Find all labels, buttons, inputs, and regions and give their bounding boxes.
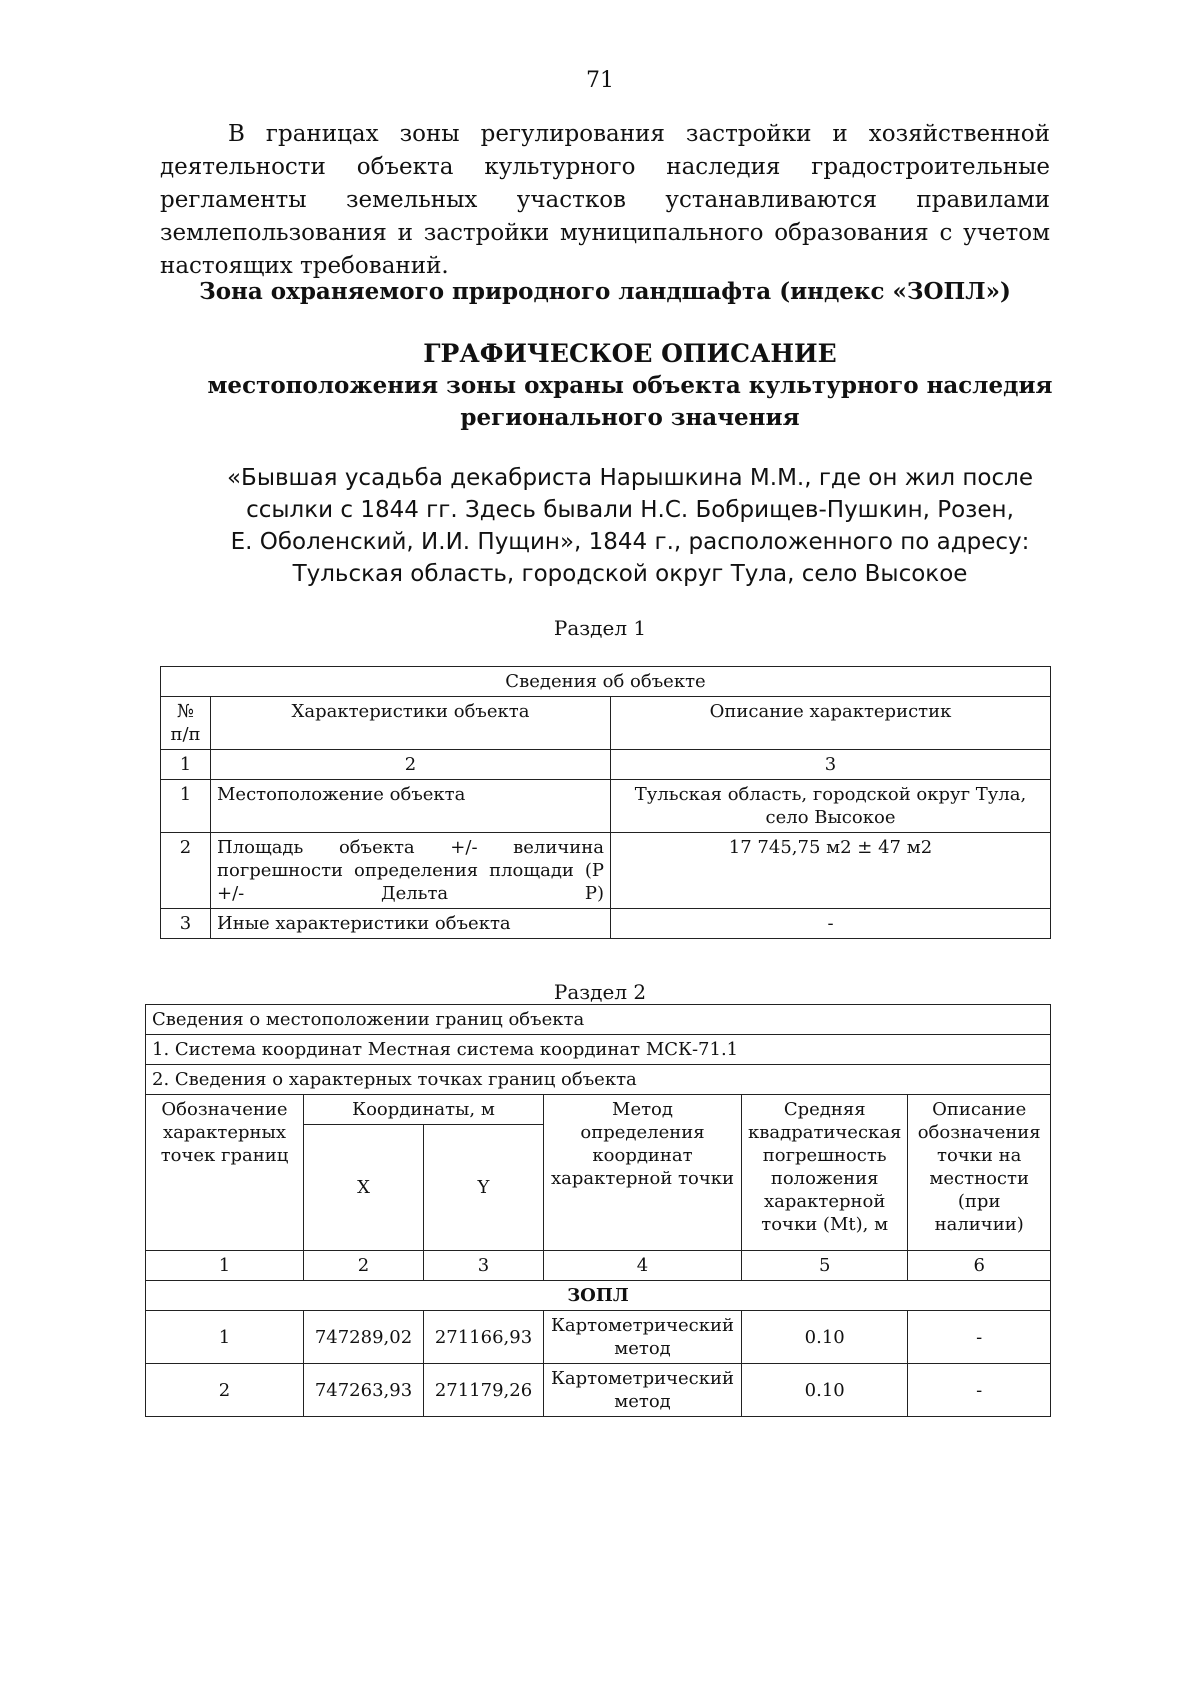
table-numbering-row xyxy=(146,1251,1051,1281)
section-1-label: Раздел 1 xyxy=(553,616,647,640)
table-numbering-row xyxy=(161,750,1051,780)
header-x: X xyxy=(304,1125,424,1251)
object-name-line-3: Е. Оболенский, И.И. Пущин», 1844 г., расположенного по адресу: xyxy=(230,529,1030,555)
object-name-line-2: ссылки с 1844 гг. Здесь бывали Н.С. Бобрищев-Пушкин, Розен, xyxy=(246,497,1014,523)
point-method: Картометрический метод xyxy=(544,1364,742,1417)
heading-line-3: регионального значения xyxy=(460,404,800,431)
boundary-points-table xyxy=(145,1004,1051,1417)
point-description: - xyxy=(908,1311,1051,1364)
numbering-cell: 2 xyxy=(304,1251,424,1281)
table-row xyxy=(161,833,1051,909)
numbering-cell: 3 xyxy=(424,1251,544,1281)
object-name-line-1: «Бывшая усадьба декабриста Нарышкина М.М., где он жил после xyxy=(226,465,1034,491)
header-designation: Обозначение характерных точек границ xyxy=(146,1095,304,1251)
row-number: 3 xyxy=(161,909,211,939)
numbering-cell: 6 xyxy=(908,1251,1051,1281)
row-name: Площадь объекта +/- величина погрешности определения площади (Р +/- Дельта Р) xyxy=(211,833,611,909)
row-description: Тульская область, городской округ Тула, село Высокое xyxy=(611,780,1051,833)
zone-row xyxy=(146,1281,1051,1311)
table-header-row xyxy=(146,1095,1051,1125)
points-caption-row xyxy=(146,1065,1051,1095)
numbering-cell: 3 xyxy=(611,750,1051,780)
coordinate-system-row xyxy=(146,1035,1051,1065)
point-x: 747263,93 xyxy=(304,1364,424,1417)
zone-label: ЗОПЛ xyxy=(146,1281,1051,1311)
table-caption-row xyxy=(146,1005,1051,1035)
numbering-cell: 2 xyxy=(211,750,611,780)
intro-paragraph: В границах зоны регулирования застройки и хозяйственной деятельности объекта культурного наследия градостроительные регламенты земельных участков устанавливаются правилами землепользования и застройки муниципального образования с учетом настоящих требований. xyxy=(160,121,1050,279)
point-error: 0.10 xyxy=(742,1364,908,1417)
zone-title: Зона охраняемого природного ландшафта (индекс «ЗОПЛ») xyxy=(199,278,1011,305)
point-description: - xyxy=(908,1364,1051,1417)
boundary-caption: Сведения о местоположении границ объекта xyxy=(146,1005,1051,1035)
header-characteristics: Характеристики объекта xyxy=(211,697,611,750)
point-y: 271166,93 xyxy=(424,1311,544,1364)
header-description: Описание характеристик xyxy=(611,697,1051,750)
header-y: Y xyxy=(424,1125,544,1251)
table-row xyxy=(146,1364,1051,1417)
table-row xyxy=(161,780,1051,833)
row-name: Местоположение объекта xyxy=(211,780,611,833)
point-x: 747289,02 xyxy=(304,1311,424,1364)
table-header-row xyxy=(161,697,1051,750)
numbering-cell: 4 xyxy=(544,1251,742,1281)
heading-line-2: местоположения зоны охраны объекта культурного наследия xyxy=(207,372,1053,399)
numbering-cell: 1 xyxy=(161,750,211,780)
page-number: 71 xyxy=(586,68,614,93)
header-coordinates: Координаты, м xyxy=(304,1095,544,1125)
row-number: 2 xyxy=(161,833,211,909)
header-point-description: Описание обозначения точки на местности (при наличии) xyxy=(908,1095,1051,1251)
numbering-cell: 5 xyxy=(742,1251,908,1281)
row-number: 1 xyxy=(161,780,211,833)
point-method: Картометрический метод xyxy=(544,1311,742,1364)
document-heading xyxy=(200,338,1060,434)
table-row xyxy=(161,909,1051,939)
point-error: 0.10 xyxy=(742,1311,908,1364)
point-number: 1 xyxy=(146,1311,304,1364)
object-name xyxy=(200,462,1060,590)
numbering-cell: 1 xyxy=(146,1251,304,1281)
row-description: - xyxy=(611,909,1051,939)
coordinate-system: 1. Система координат Местная система координат МСК-71.1 xyxy=(146,1035,1051,1065)
header-method: Метод определения координат характерной точки xyxy=(544,1095,742,1251)
points-caption: 2. Сведения о характерных точках границ объекта xyxy=(146,1065,1051,1095)
row-name: Иные характеристики объекта xyxy=(211,909,611,939)
section-2-label: Раздел 2 xyxy=(553,980,647,1004)
header-error: Средняя квадратическая погрешность положения характерной точки (Mt), м xyxy=(742,1095,908,1251)
header-number: № п/п xyxy=(161,697,211,750)
row-description: 17 745,75 м2 ± 47 м2 xyxy=(611,833,1051,909)
object-info-table xyxy=(160,666,1051,939)
table-caption: Сведения об объекте xyxy=(161,667,1051,697)
heading-line-1: ГРАФИЧЕСКОЕ ОПИСАНИЕ xyxy=(423,339,837,368)
point-y: 271179,26 xyxy=(424,1364,544,1417)
object-name-line-4: Тульская область, городской округ Тула, село Высокое xyxy=(292,561,968,587)
point-number: 2 xyxy=(146,1364,304,1417)
table-row xyxy=(146,1311,1051,1364)
table-caption-row xyxy=(161,667,1051,697)
